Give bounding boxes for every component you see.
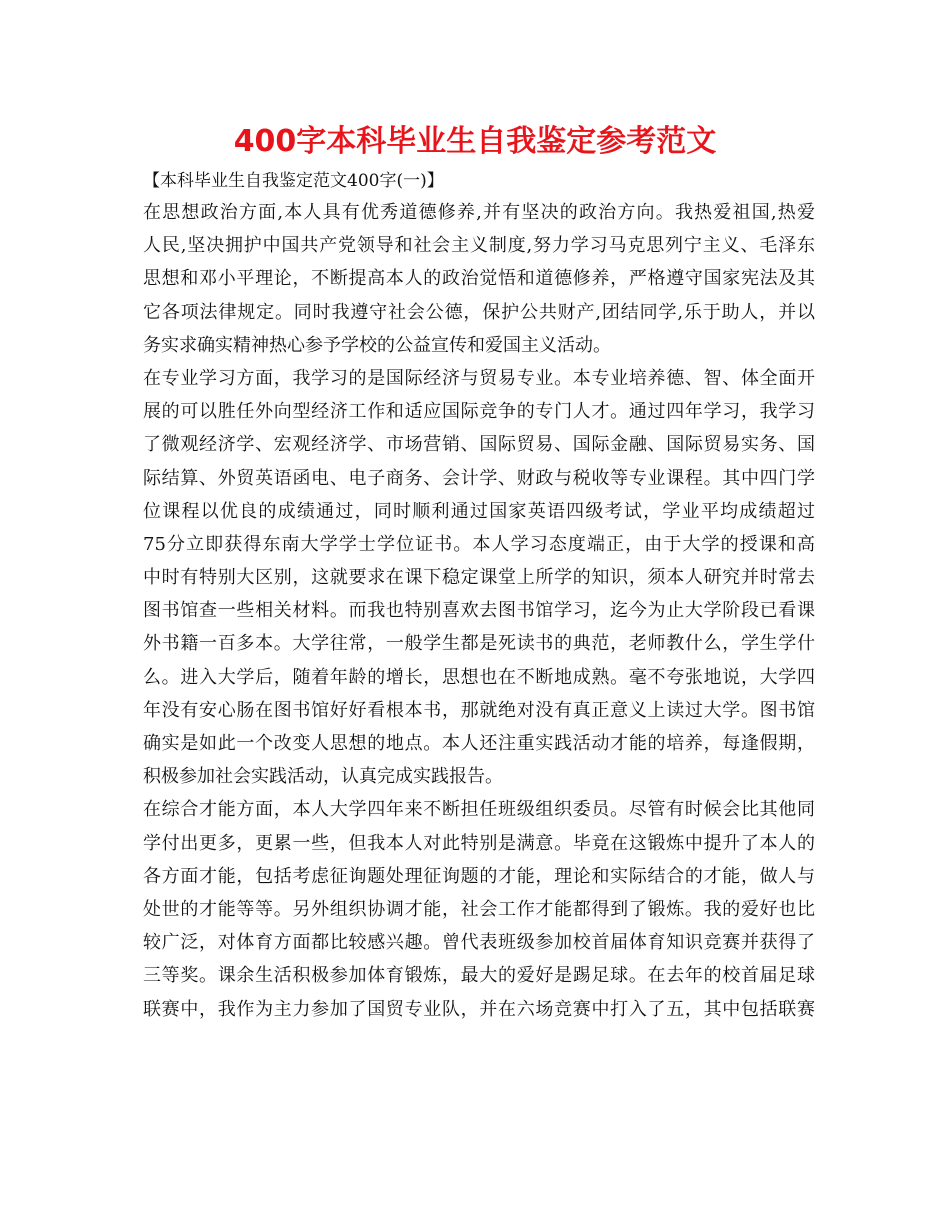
- document-body: [143, 166, 815, 1026]
- text-line: 学付出更多，更累一些，但我本人对此特别是满意。毕竟在这锻炼中提升了本人的: [143, 832, 815, 854]
- text-line: 三等奖。课余生活积极参加体育锻炼，最大的爱好是踢足球。在去年的校首届足球: [143, 965, 815, 987]
- paragraph-political: [143, 196, 815, 362]
- text-line: 际结算、外贸英语函电、电子商务、会计学、财政与税收等专业课程。其中四门学: [143, 467, 815, 489]
- text-line: 人民,坚决拥护中国共产党领导和社会主义制度,努力学习马克思列宁主义、毛泽东: [143, 235, 815, 257]
- document-title: 400字本科毕业生自我鉴定参考范文: [233, 124, 717, 159]
- text-line: 图书馆查一些相关材料。而我也特别喜欢去图书馆学习，迄今为止大学阶段已看课: [143, 600, 815, 622]
- text-line: 在思想政治方面,本人具有优秀道德修养,并有坚决的政治方向。我热爱祖国,热爱: [143, 202, 815, 223]
- paragraph-abilities: [143, 793, 815, 1025]
- text-line: 年没有安心肠在图书馆好好看根本书，那就绝对没有真正意义上读过大学。图书馆: [143, 699, 815, 721]
- section-heading: 【本科毕业生自我鉴定范文400字(一)】: [143, 171, 444, 191]
- text-line: 在综合才能方面，本人大学四年来不断担任班级组织委员。尽管有时候会比其他同: [143, 799, 815, 821]
- text-line: 它各项法律规定。同时我遵守社会公德，保护公共财产,团结同学,乐于助人，并以: [143, 301, 815, 323]
- text-line: 处世的才能等等。另外组织协调才能，社会工作才能都得到了锻炼。我的爱好也比: [143, 898, 815, 920]
- paragraph-study: [143, 362, 815, 793]
- text-line: 思想和邓小平理论，不断提高本人的政治觉悟和道德修养，严格遵守国家宪法及其: [143, 268, 815, 290]
- text-line: 外书籍一百多本。大学往常，一般学生都是死读书的典范，老师教什么，学生学什: [143, 633, 815, 655]
- text-line: 中时有特别大区别，这就要求在课下稳定课堂上所学的知识，须本人研究并时常去: [143, 567, 815, 589]
- text-line: 较广泛，对体育方面都比较感兴趣。曾代表班级参加校首届体育知识竞赛并获得了: [143, 932, 815, 954]
- text-line: 位课程以优良的成绩通过，同时顺利通过国家英语四级考试，学业平均成绩超过: [143, 500, 815, 522]
- text-line: 务实求确实精神热心参予学校的公益宣传和爱国主义活动。: [143, 334, 611, 356]
- text-line: 展的可以胜任外向型经济工作和适应国际竞争的专门人才。通过四年学习，我学习: [143, 401, 815, 423]
- text-line: 在专业学习方面，我学习的是国际经济与贸易专业。本专业培养德、智、体全面开: [143, 367, 815, 389]
- text-line: 么。进入大学后，随着年龄的增长，思想也在不断地成熟。毫不夸张地说，大学四: [143, 666, 815, 688]
- text-line: 积极参加社会实践活动，认真完成实践报告。: [143, 766, 503, 788]
- text-line: 确实是如此一个改变人思想的地点。本人还注重实践活动才能的培养，每逢假期，: [143, 733, 815, 754]
- text-line: 75分立即获得东南大学学士学位证书。本人学习态度端正，由于大学的授课和高: [143, 533, 815, 555]
- text-line: 各方面才能，包括考虑征询题处理征询题的才能，理论和实际结合的才能，做人与: [143, 865, 815, 887]
- text-line: 了微观经济学、宏观经济学、市场营销、国际贸易、国际金融、国际贸易实务、国: [143, 434, 815, 456]
- text-line: 联赛中，我作为主力参加了国贸专业队，并在六场竞赛中打入了五，其中包括联赛: [143, 998, 815, 1020]
